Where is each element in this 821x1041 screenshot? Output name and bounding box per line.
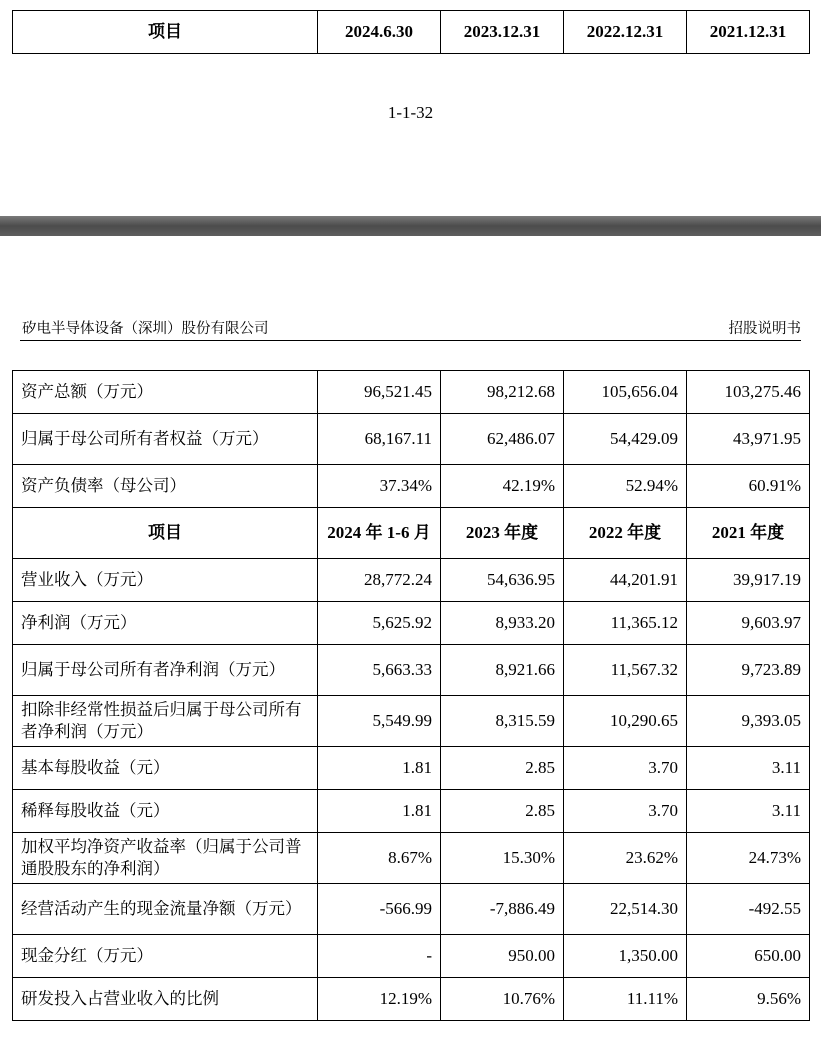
row-value: 8.67% [318, 833, 441, 884]
row-label: 归属于母公司所有者权益（万元） [13, 414, 318, 465]
table-row [13, 414, 810, 465]
row-value: 8,921.66 [441, 645, 564, 696]
financial-table [12, 370, 810, 1021]
row-value: 60.91% [687, 465, 810, 508]
row-value: 15.30% [441, 833, 564, 884]
top-header-table [12, 10, 810, 54]
table-row [13, 790, 810, 833]
row-label: 净利润（万元） [13, 602, 318, 645]
top-header-col: 2021.12.31 [687, 11, 810, 54]
row-value: 5,625.92 [318, 602, 441, 645]
period-header-item: 项目 [13, 508, 318, 559]
row-value: 9.56% [687, 978, 810, 1021]
row-label: 稀释每股收益（元） [13, 790, 318, 833]
row-label: 研发投入占营业收入的比例 [13, 978, 318, 1021]
period-header-row [13, 508, 810, 559]
row-value: 62,486.07 [441, 414, 564, 465]
row-value: 42.19% [441, 465, 564, 508]
row-value: 10.76% [441, 978, 564, 1021]
row-value: 11,567.32 [564, 645, 687, 696]
row-value: 3.70 [564, 747, 687, 790]
row-value: 11,365.12 [564, 602, 687, 645]
row-value: -566.99 [318, 884, 441, 935]
top-header-item: 项目 [13, 11, 318, 54]
row-value: 11.11% [564, 978, 687, 1021]
row-value: -492.55 [687, 884, 810, 935]
table-row [13, 935, 810, 978]
row-value: 950.00 [441, 935, 564, 978]
row-label: 资产总额（万元） [13, 371, 318, 414]
row-value: 3.11 [687, 790, 810, 833]
page-separator [0, 216, 821, 236]
row-value: 1.81 [318, 747, 441, 790]
table-row [13, 371, 810, 414]
period-header-col: 2024 年 1-6 月 [318, 508, 441, 559]
row-label: 扣除非经常性损益后归属于母公司所有者净利润（万元） [13, 696, 318, 747]
row-value: 52.94% [564, 465, 687, 508]
row-value: 24.73% [687, 833, 810, 884]
row-label: 现金分红（万元） [13, 935, 318, 978]
row-value: 23.62% [564, 833, 687, 884]
row-value: 9,603.97 [687, 602, 810, 645]
row-value: 8,933.20 [441, 602, 564, 645]
row-label: 资产负债率（母公司） [13, 465, 318, 508]
row-value: 5,549.99 [318, 696, 441, 747]
row-value: 43,971.95 [687, 414, 810, 465]
table-row [13, 696, 810, 747]
top-header-col: 2022.12.31 [564, 11, 687, 54]
table-row [13, 884, 810, 935]
row-value: 2.85 [441, 790, 564, 833]
row-label: 归属于母公司所有者净利润（万元） [13, 645, 318, 696]
row-value: 3.70 [564, 790, 687, 833]
row-value: 44,201.91 [564, 559, 687, 602]
row-value: 1.81 [318, 790, 441, 833]
row-value: 10,290.65 [564, 696, 687, 747]
row-value: 54,636.95 [441, 559, 564, 602]
row-label: 经营活动产生的现金流量净额（万元） [13, 884, 318, 935]
table-row [13, 465, 810, 508]
row-value: 3.11 [687, 747, 810, 790]
table-row [13, 747, 810, 790]
row-value: 98,212.68 [441, 371, 564, 414]
row-value: 22,514.30 [564, 884, 687, 935]
top-header-col: 2023.12.31 [441, 11, 564, 54]
row-value: 9,393.05 [687, 696, 810, 747]
period-header-col: 2023 年度 [441, 508, 564, 559]
row-value: 37.34% [318, 465, 441, 508]
top-header-col: 2024.6.30 [318, 11, 441, 54]
row-value: 1,350.00 [564, 935, 687, 978]
row-value: 5,663.33 [318, 645, 441, 696]
company-name: 矽电半导体设备（深圳）股份有限公司 [22, 321, 269, 337]
document-type: 招股说明书 [728, 321, 801, 337]
running-header [20, 316, 801, 341]
row-value: 39,917.19 [687, 559, 810, 602]
row-value: 650.00 [687, 935, 810, 978]
period-header-col: 2021 年度 [687, 508, 810, 559]
row-label: 营业收入（万元） [13, 559, 318, 602]
row-label: 基本每股收益（元） [13, 747, 318, 790]
table-row [13, 559, 810, 602]
row-value: 103,275.46 [687, 371, 810, 414]
period-header-col: 2022 年度 [564, 508, 687, 559]
table-row [13, 833, 810, 884]
table-row [13, 602, 810, 645]
row-value: 54,429.09 [564, 414, 687, 465]
row-value: -7,886.49 [441, 884, 564, 935]
table-row [13, 645, 810, 696]
row-value: 105,656.04 [564, 371, 687, 414]
row-value: 2.85 [441, 747, 564, 790]
row-value: 9,723.89 [687, 645, 810, 696]
row-label: 加权平均净资产收益率（归属于公司普通股股东的净利润） [13, 833, 318, 884]
row-value: 96,521.45 [318, 371, 441, 414]
row-value: 28,772.24 [318, 559, 441, 602]
table-row [13, 978, 810, 1021]
row-value: - [318, 935, 441, 978]
row-value: 68,167.11 [318, 414, 441, 465]
page-number: 1-1-32 [387, 103, 434, 122]
row-value: 12.19% [318, 978, 441, 1021]
row-value: 8,315.59 [441, 696, 564, 747]
top-header-row [13, 11, 810, 54]
